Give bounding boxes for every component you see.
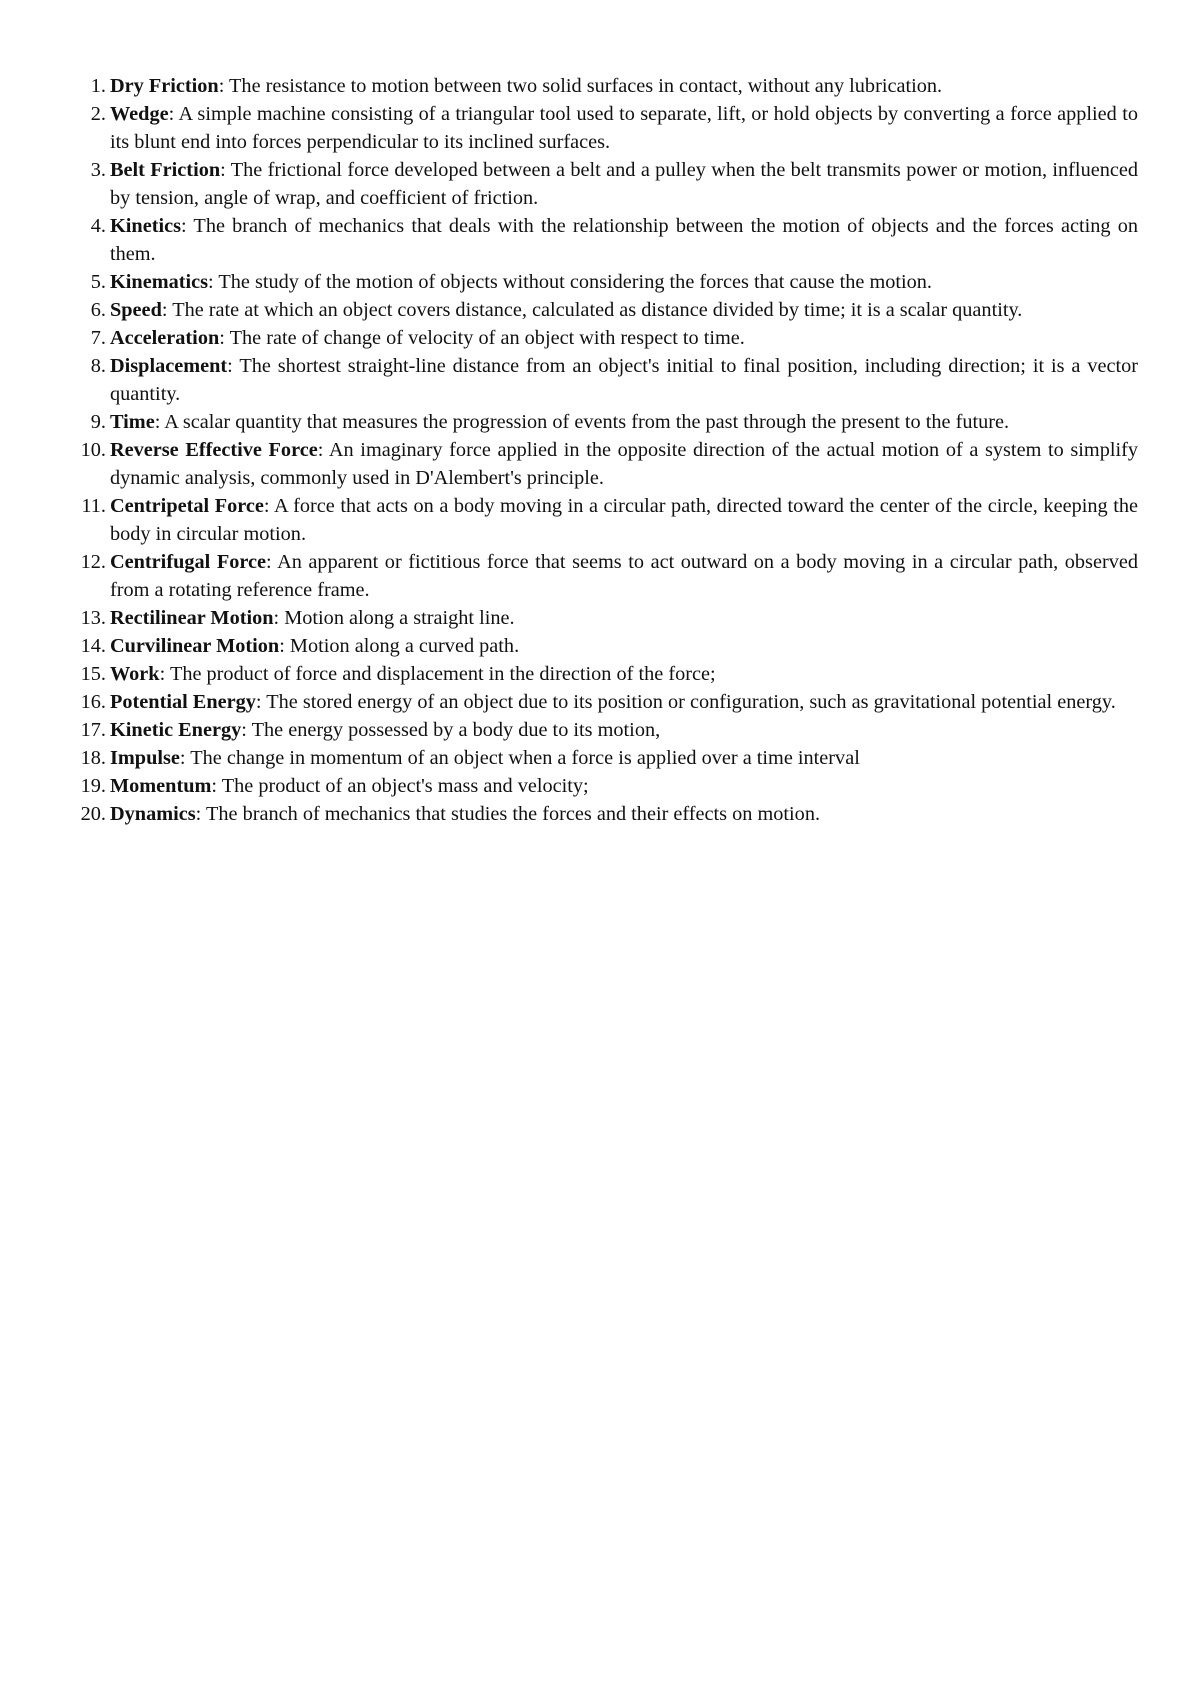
term-separator: :: [195, 803, 202, 825]
definition-text: The branch of mechanics that deals with the relationship between the motion of objects and the forces acting on them.: [110, 215, 1138, 265]
term-separator: :: [273, 607, 280, 629]
definition-text: The change in momentum of an object when a force is applied over a time interval: [185, 747, 860, 769]
definition-text: A simple machine consisting of a triangular tool used to separate, lift, or hold objects by converting a force applied to its blunt end into forces perpendicular to its inclined surfaces.: [110, 103, 1138, 153]
definition-list: [70, 72, 1138, 828]
definition-text: Motion along a straight line.: [279, 607, 515, 629]
item-number: 1.: [90, 75, 106, 97]
definition-text: The resistance to motion between two solid surfaces in contact, without any lubrication.: [224, 75, 943, 97]
term: Acceleration: [110, 327, 220, 349]
item-number: 12.: [80, 551, 106, 573]
item-number: 3.: [90, 159, 106, 181]
term: Curvilinear Motion: [110, 635, 280, 657]
list-item: [70, 268, 1138, 296]
list-item: [70, 408, 1138, 436]
term: Belt Friction: [110, 159, 221, 181]
item-number: 16.: [80, 691, 106, 713]
definition-text: Motion along a curved path.: [284, 635, 520, 657]
item-number: 15.: [80, 663, 106, 685]
definition-text: The shortest straight-line distance from an object's initial to final position, including direction; it is a vector quantity.: [110, 355, 1138, 405]
term-separator: :: [266, 551, 272, 573]
term: Time: [110, 411, 155, 433]
term-separator: :: [241, 719, 247, 741]
term: Kinetic Energy: [110, 719, 242, 741]
list-item: [70, 492, 1138, 548]
term: Work: [110, 663, 160, 685]
item-number: 8.: [90, 355, 106, 377]
term: Dry Friction: [110, 75, 219, 97]
item-number: 19.: [80, 775, 106, 797]
item-number: 20.: [80, 803, 106, 825]
term: Kinematics: [110, 271, 209, 293]
item-number: 4.: [90, 215, 106, 237]
list-item: [70, 772, 1138, 800]
term: Centripetal Force: [110, 495, 264, 517]
item-number: 5.: [90, 271, 106, 293]
list-item: [70, 72, 1138, 100]
document-page: [70, 72, 1138, 828]
definition-text: The study of the motion of objects without considering the forces that cause the motion.: [213, 271, 932, 293]
definition-text: The branch of mechanics that studies the forces and their effects on motion.: [201, 803, 821, 825]
item-number: 7.: [90, 327, 106, 349]
list-item: [70, 632, 1138, 660]
definition-text: The frictional force developed between a belt and a pulley when the belt transmits power or motion, influenced by tension, angle of wrap, and coefficient of friction.: [110, 159, 1138, 209]
term: Potential Energy: [110, 691, 256, 713]
item-number: 13.: [80, 607, 106, 629]
definition-text: An imaginary force applied in the opposite direction of the actual motion of a system to simplify dynamic analysis, commonly used in D'Alembert's principle.: [110, 439, 1139, 489]
definition-text: The product of force and displacement in the direction of the force;: [165, 663, 716, 685]
definition-text: The energy possessed by a body due to its motion,: [246, 719, 661, 741]
list-item: [70, 212, 1138, 268]
term: Dynamics: [110, 803, 196, 825]
term-separator: :: [263, 495, 270, 517]
term: Rectilinear Motion: [110, 607, 274, 629]
term: Kinetics: [110, 215, 181, 237]
item-number: 10.: [80, 439, 106, 461]
item-number: 6.: [90, 299, 106, 321]
definition-text: The rate of change of velocity of an object with respect to time.: [224, 327, 745, 349]
term-separator: :: [317, 439, 324, 461]
list-item: [70, 352, 1138, 408]
item-number: 14.: [80, 635, 106, 657]
item-number: 9.: [90, 411, 106, 433]
term: Wedge: [110, 103, 169, 125]
term-separator: :: [154, 411, 161, 433]
definition-text: A scalar quantity that measures the progression of events from the past through the present to the future.: [160, 411, 1010, 433]
list-item: [70, 548, 1138, 604]
term-separator: :: [255, 691, 262, 713]
term-separator: :: [208, 271, 214, 293]
term: Reverse Effective Force: [110, 439, 318, 461]
term-separator: :: [179, 747, 186, 769]
list-item: [70, 716, 1138, 744]
definition-text: The rate at which an object covers distance, calculated as distance divided by time; it is a scalar quantity.: [167, 299, 1023, 321]
definition-text: The product of an object's mass and velocity;: [217, 775, 589, 797]
definition-text: A force that acts on a body moving in a circular path, directed toward the center of the circle, keeping the body in circular motion.: [110, 495, 1138, 545]
list-item: [70, 324, 1138, 352]
list-item: [70, 436, 1138, 492]
term-separator: :: [219, 327, 225, 349]
list-item: [70, 744, 1138, 772]
definition-text: An apparent or fictitious force that seems to act outward on a body moving in a circular path, observed from a rotating reference frame.: [110, 551, 1138, 601]
list-item: [70, 688, 1138, 716]
term-separator: :: [218, 75, 225, 97]
term-separator: :: [168, 103, 175, 125]
definition-text: The stored energy of an object due to its position or configuration, such as gravitational potential energy.: [261, 691, 1116, 713]
term-separator: :: [211, 775, 218, 797]
list-item: [70, 604, 1138, 632]
item-number: 17.: [80, 719, 106, 741]
list-item: [70, 800, 1138, 828]
item-number: 2.: [90, 103, 106, 125]
list-item: [70, 660, 1138, 688]
term: Speed: [110, 299, 162, 321]
term-separator: :: [227, 355, 233, 377]
term: Displacement: [110, 355, 228, 377]
item-number: 11.: [81, 495, 106, 517]
term-separator: :: [279, 635, 285, 657]
term-separator: :: [220, 159, 226, 181]
term-separator: :: [159, 663, 166, 685]
term: Centrifugal Force: [110, 551, 266, 573]
term-separator: :: [161, 299, 168, 321]
list-item: [70, 156, 1138, 212]
term: Momentum: [110, 775, 212, 797]
list-item: [70, 296, 1138, 324]
list-item: [70, 100, 1138, 156]
item-number: 18.: [80, 747, 106, 769]
term: Impulse: [110, 747, 180, 769]
term-separator: :: [180, 215, 187, 237]
